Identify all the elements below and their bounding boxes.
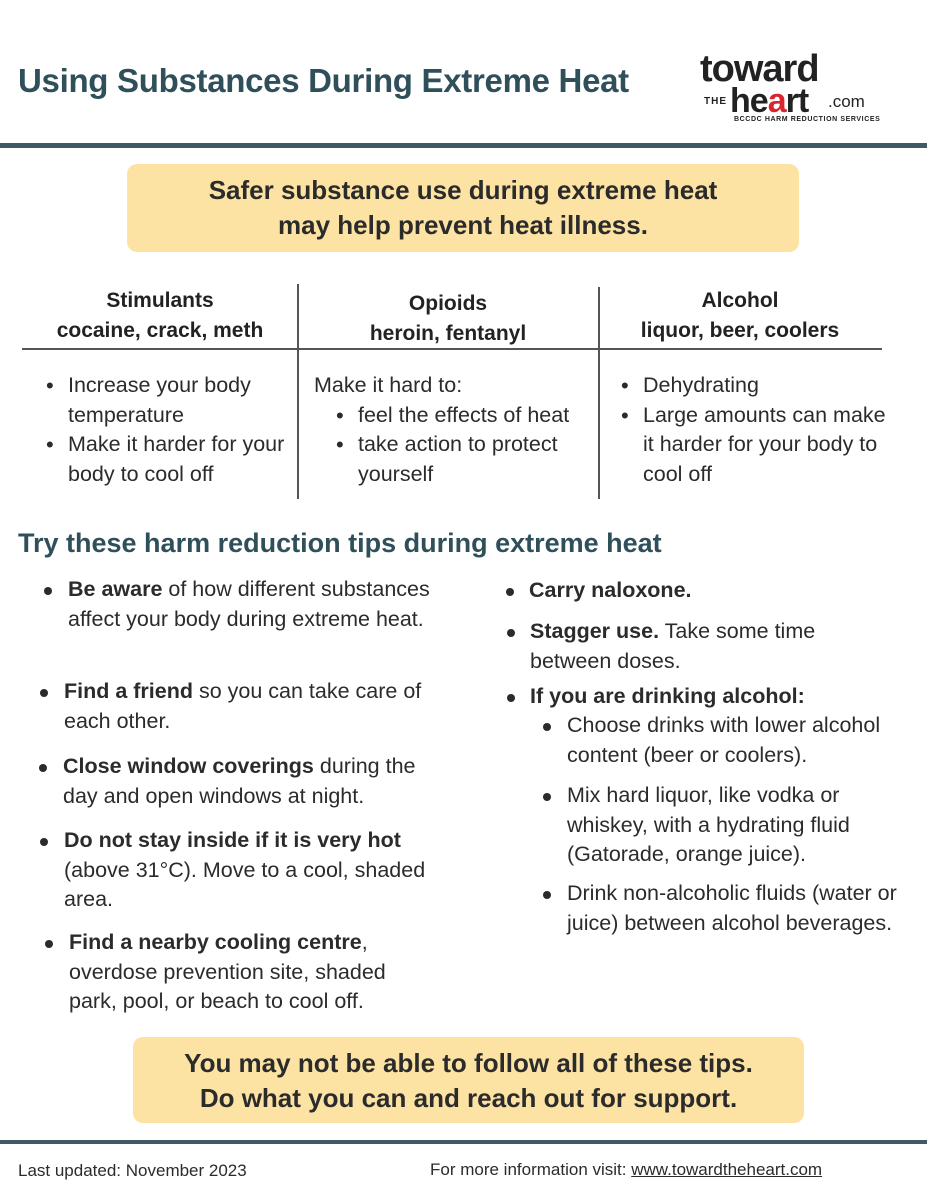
list-item: • Make it harder for your body to cool off — [44, 430, 296, 489]
toward-the-heart-logo[interactable] — [700, 48, 900, 128]
alcohol-subtip-mix-liquor: Mix hard liquor, like vodka or whiskey, with a hydrating fluid (Gatorade, orange juice). — [567, 783, 850, 866]
intro-banner — [127, 164, 799, 252]
tip-close-window-coverings: Close window coverings during the day and open windows at night. — [63, 754, 416, 808]
column-header-stimulants: Stimulants cocaine, crack, meth — [56, 289, 264, 342]
alcohol-subtip-lower-content: Choose drinks with lower alcohol content (beer or coolers). — [567, 713, 881, 767]
tip-stagger-use: Stagger use. Take some time between doses. — [530, 619, 816, 673]
list-item: • Dehydrating — [619, 371, 889, 401]
last-updated: Last updated: November 2023 — [18, 1161, 247, 1180]
bullet-icon — [506, 588, 514, 596]
page-title: Using Substances During Extreme Heat — [18, 62, 629, 99]
bullet-icon — [543, 723, 551, 731]
column-header-alcohol: Alcohol liquor, beer, coolers — [640, 289, 840, 342]
tip-do-not-stay-inside: Do not stay inside if it is very hot (above 31°C). Move to a cool, shaded area. — [64, 828, 426, 911]
heart-icon: a — [767, 82, 786, 120]
list-item: • Increase your body temperature — [44, 371, 296, 430]
table-header-divider — [22, 348, 882, 350]
bullet-icon — [45, 940, 53, 948]
header-divider — [0, 143, 927, 148]
bullet-icon — [507, 694, 515, 702]
bullet-icon — [40, 689, 48, 697]
logo-word-the: THE — [704, 96, 727, 107]
logo-word-toward: toward — [700, 48, 819, 90]
website-link[interactable]: www.towardtheheart.com — [631, 1160, 823, 1179]
closing-banner — [133, 1037, 804, 1123]
tip-be-aware: Be aware of how different substances affect your body during extreme heat. — [68, 577, 430, 631]
opioids-effects — [314, 371, 598, 489]
bullet-icon — [40, 838, 48, 846]
more-info-label: For more information visit: — [430, 1160, 632, 1179]
logo-word-heart: heart — [730, 82, 809, 120]
list-item: • Large amounts can make it harder for your body to cool off — [619, 401, 889, 490]
logo-dotcom: .com — [828, 92, 865, 111]
alcohol-subtip-non-alcoholic: Drink non-alcoholic fluids (water or juice) between alcohol beverages. — [567, 881, 897, 935]
opioids-intro: Make it hard to: — [314, 373, 463, 397]
column-divider-1 — [297, 284, 299, 499]
stimulants-effects — [44, 371, 296, 489]
bullet-icon — [543, 891, 551, 899]
bullet-icon — [507, 629, 515, 637]
tips-heading: Try these harm reduction tips during extreme heat — [18, 528, 662, 558]
footer-divider — [0, 1140, 927, 1144]
bullet-icon — [39, 764, 47, 772]
tip-carry-naloxone: Carry naloxone. — [529, 578, 692, 602]
bullet-icon — [543, 793, 551, 801]
bullet-icon — [44, 587, 52, 595]
alcohol-effects — [619, 371, 889, 489]
column-divider-2 — [598, 287, 600, 499]
intro-banner-line2: may help prevent heat illness. — [278, 210, 648, 240]
list-item: • take action to protect yourself — [334, 430, 598, 489]
column-header-opioids: Opioids heroin, fentanyl — [369, 292, 527, 345]
tip-cooling-centre: Find a nearby cooling centre, overdose prevention site, shaded park, pool, or beach to cool off. — [69, 930, 386, 1013]
intro-banner-line1: Safer substance use during extreme heat — [208, 175, 718, 205]
closing-banner-line1: You may not be able to follow all of these tips. — [184, 1048, 753, 1078]
logo-tagline: BCCDC HARM REDUCTION SERVICES — [734, 116, 881, 123]
tip-drinking-alcohol: If you are drinking alcohol: — [530, 684, 805, 708]
tip-find-a-friend: Find a friend so you can take care of each other. — [64, 679, 422, 733]
more-info — [430, 1160, 822, 1180]
closing-banner-line2: Do what you can and reach out for support. — [199, 1083, 738, 1113]
list-item: • feel the effects of heat — [334, 401, 598, 431]
